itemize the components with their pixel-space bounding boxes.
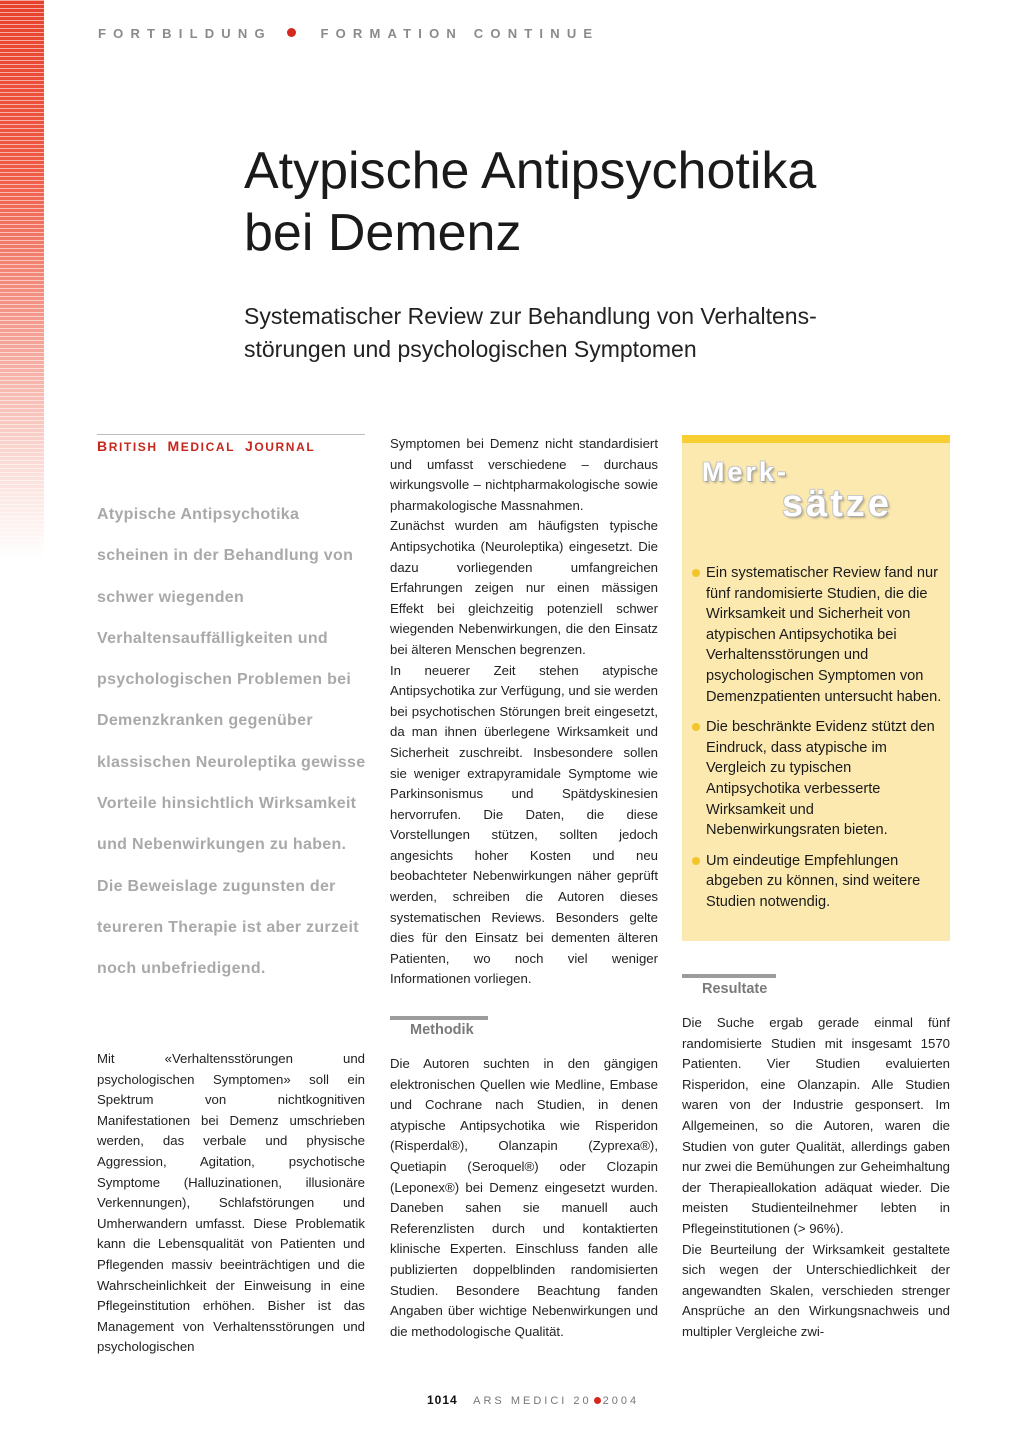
resultate-heading: Resultate bbox=[702, 981, 768, 997]
box-heading-top: Merk- bbox=[702, 457, 790, 487]
paragraph: Symptomen bei Demenz nicht standardisiert und umfasst verschiedene – durchaus wirkungsvolle – nichtpharmakologische sowie pharmakologische Massnahmen. bbox=[390, 436, 658, 513]
edge-color-stripe bbox=[0, 0, 44, 560]
page-number: 1014 bbox=[427, 1393, 458, 1407]
journal-name: ARS MEDICI 20 bbox=[473, 1395, 592, 1407]
section-header bbox=[98, 26, 599, 41]
paragraph: Die Suche ergab gerade einmal fünf randomisierte Studien mit insgesamt 1570 Patienten. Vier Studien evaluierten Risperidon, eine Olanzapin. Alle Studien waren von der Industrie gesponsert. Im Allgemeinen, so die Autoren, waren die Studien von guter Qualität, allerdings gaben nur zwei die Bemühungen zur Geheimhaltung der Therapieallokation adäquat wieder. Die meisten Studienteilnehmer lebten in Pflegeinstitutionen (> 96%). bbox=[682, 1015, 950, 1236]
source-word: OURNAL bbox=[254, 440, 316, 454]
methodik-body bbox=[390, 1054, 658, 1342]
source-label bbox=[97, 438, 315, 454]
subtitle-line-1: Systematischer Review zur Behandlung von Verhaltens- bbox=[244, 303, 817, 329]
bullet-dot-icon bbox=[287, 28, 296, 37]
intro-paragraph: Mit «Verhaltensstörungen und psychologischen Symptomen» soll ein Spektrum von nichtkognitiven Manifestationen bei Demenz umschrieben werden, das verbale und physische Aggression, Agitation, psychotische Symptome (Halluzinationen, illusionäre Verkennungen), Schlafstörungen und Umherwandern umfasst. Diese Problematik kann die Lebensqualität von Patienten und Pflegenden massiv beeinträchtigen und die Wahrscheinlichkeit der Einweisung in eine Pflegeinstitution erhöhen. Bisher ist das Management von Verhaltensstörungen und psychologischen bbox=[97, 1051, 365, 1355]
paragraph: Die Autoren suchten in den gängigen elektronischen Quellen wie Medline, Embase und Cochrane nach Studien, in denen atypische Antipsychotika wie Risperidon (Risperdal®), Olanzapin (Zyprexa®), Quetiapin (Seroquel®) oder Clozapin (Leponex®) bei Demenz eingesetzt wurden. Daneben sahen sie manuell auch Referenzlisten durch und kontaktierten klinische Experten. Einschluss fanden alle publizierten doppelblinden randomisierten Studien. Besondere Beachtung fanden Angaben über wichtige Nebenwirkungen und die methodologische Qualität. bbox=[390, 1056, 658, 1339]
article-title bbox=[244, 140, 984, 264]
article-subtitle bbox=[244, 300, 944, 366]
journal-year: 2004 bbox=[602, 1395, 640, 1407]
title-line-2: bei Demenz bbox=[244, 204, 522, 262]
source-word: EDICAL bbox=[180, 440, 236, 454]
source-divider bbox=[97, 434, 365, 435]
paragraph: Die Beurteilung der Wirksamkeit gestaltete sich wegen der Unterschiedlichkeit der angewandten Skalen, verschieden strenger Ansprüche an den Wirkungsnachweis und multipler Vergleiche zwi- bbox=[682, 1241, 950, 1339]
lead-paragraph: Atypische Antipsychotika scheinen in der Behandlung von schwer wiegenden Verhaltensauffälligkeiten und psychologischen Problemen bei Demenzkranken gegenüber klassischen Neuroleptika gewisse Vorteile hinsichtlich Wirksamkeit und Nebenwirkungen zu haben. Die Beweislage zugunsten der teureren Therapie ist aber zurzeit noch unbefriedigend. bbox=[97, 506, 366, 978]
key-points-list bbox=[692, 563, 942, 923]
source-initial: J bbox=[244, 438, 255, 454]
column-2-body bbox=[390, 434, 658, 990]
subtitle-line-2: störungen und psychologischen Symptomen bbox=[244, 336, 697, 362]
key-point-item: Um eindeutige Empfehlungen abgeben zu können, sind weitere Studien notwendig. bbox=[692, 851, 942, 913]
title-line-1: Atypische Antipsychotika bbox=[244, 142, 817, 200]
key-point-item: Die beschränkte Evidenz stützt den Eindruck, dass atypische im Vergleich zu typischen Antipsychotika verbesserte Wirksamkeit und Nebenwirkungsraten bieten. bbox=[692, 717, 942, 841]
footer-dot-icon bbox=[594, 1397, 601, 1404]
methodik-heading: Methodik bbox=[410, 1022, 474, 1038]
header-left: FORTBILDUNG bbox=[98, 26, 272, 41]
source-initial: M bbox=[167, 438, 181, 454]
section-bar bbox=[390, 1016, 488, 1020]
paragraph: In neuerer Zeit stehen atypische Antipsychotika zur Verfügung, und sie werden bei psychotischen Störungen breit eingesetzt, da man ihnen überlegene Wirksamkeit und Sicherheit zuschreibt. Insbesondere sollen sie weniger extrapyramidale Symptome wie Parkinsonismus und Spätdyskinesien hervorrufen. Die Daten, die diese Vorstellungen stützen, sollten jedoch angesichts hoher Kosten und neu beobachteter Nebenwirkungen näher geprüft werden, schreiben die Autoren dieses systematischen Reviews. Besonders gelte dies für den Einsatz bei dementen älteren Patienten, wo noch viel weniger Informationen vorliegen. bbox=[390, 662, 658, 987]
column-3-body bbox=[682, 1013, 950, 1343]
section-bar bbox=[682, 974, 776, 978]
key-points-box bbox=[682, 435, 950, 941]
column-1-body bbox=[97, 1049, 365, 1358]
page-footer bbox=[427, 1393, 639, 1407]
source-initial: B bbox=[97, 438, 109, 454]
box-heading-bottom: sätze bbox=[782, 483, 893, 525]
source-word: RITISH bbox=[108, 440, 158, 454]
key-point-item: Ein systematischer Review fand nur fünf randomisierte Studien, die die Wirksamkeit und Sicherheit von atypischen Antipsychotika bei Verhaltensstörungen und psychologischen Symptomen von Demenzpatienten untersucht haben. bbox=[692, 563, 942, 707]
header-right: FORMATION CONTINUE bbox=[320, 26, 600, 41]
paragraph: Zunächst wurden am häufigsten typische Antipsychotika (Neuroleptika) eingesetzt. Die dazu vorliegenden umfangreichen Erfahrungen zeigen nur einen mässigen Effekt bei gleichzeitig potenziell schwer wiegenden Nebenwirkungen, die den Einsatz bei älteren Menschen begrenzen. bbox=[390, 518, 658, 657]
